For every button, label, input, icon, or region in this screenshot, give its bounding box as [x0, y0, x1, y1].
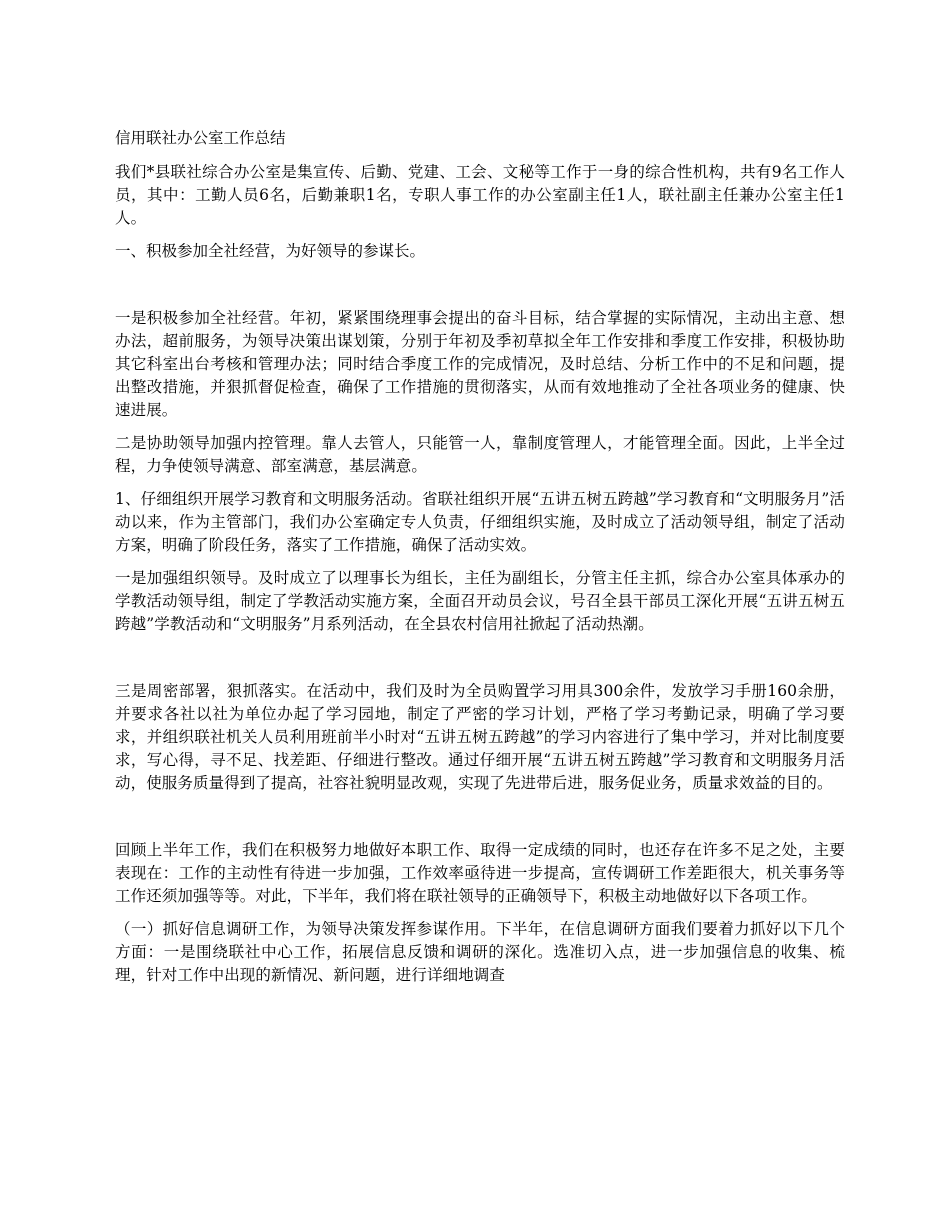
paragraph-plan-1: （一）抓好信息调研工作，为领导决策发挥参谋作用。下半年，在信息调研方面我们要着力抓好以下几个方面：一是围绕联社中心工作，拓展信息反馈和调研的深化。选准切入点，进一步加强信息的收集、梳理，针对工作中出现的新情况、新问题，进行详细地调查: [115, 920, 845, 984]
paragraph-organization: 一是加强组织领导。及时成立了以理事长为组长，主任为副组长，分管主任主抓，综合办公室具体承办的学教活动领导组，制定了学教活动实施方案，全面召开动员会议，号召全县干部员工深化开展“五讲五树五跨越”学教活动和“文明服务”月系列活动，在全县农村信用社掀起了活动热潮。: [115, 569, 845, 633]
paragraph-item-1: 一是积极参加全社经营。年初，紧紧围绕理事会提出的奋斗目标，结合掌握的实际情况，主动出主意、想办法，超前服务，为领导决策出谋划策，分别于年初及季初草拟全年工作安排和季度工作安排，积极协助其它科室出台考核和管理办法；同时结合季度工作的完成情况，及时总结、分析工作中的不足和问题，提出整改措施，并狠抓督促检查，确保了工作措施的贯彻落实，从而有效地推动了全社各项业务的健康、快速进展。: [115, 309, 845, 419]
paragraph-activity-1: 1、仔细组织开展学习教育和文明服务活动。省联社组织开展“五讲五树五跨越”学习教育和“文明服务月”活动以来，作为主管部门，我们办公室确定专人负责，仔细组织实施，及时成立了活动领导组，制定了活动方案，明确了阶段任务，落实了工作措施，确保了活动实效。: [115, 490, 845, 554]
paragraph-deployment: 三是周密部署，狠抓落实。在活动中，我们及时为全员购置学习用具300余件，发放学习手册160余册，并要求各社以社为单位办起了学习园地，制定了严密的学习计划，严格了学习考勤记录，明确了学习要求，并组织联社机关人员利用班前半小时对“五讲五树五跨越”的学习内容进行了集中学习，并对比制度要求，写心得，寻不足、找差距、仔细进行整改。通过仔细开展“五讲五树五跨越”学习教育和文明服务月活动，使服务质量得到了提高，社容社貌明显改观，实现了先进带后进，服务促业务，质量求效益的目的。: [115, 682, 845, 792]
document-page: [115, 127, 845, 997]
section-heading-1: 一、积极参加全社经营，为好领导的参谋长。: [115, 242, 426, 260]
paragraph-review: 回顾上半年工作，我们在积极努力地做好本职工作、取得一定成绩的同时，也还存在许多不足之处，主要表现在：工作的主动性有待进一步加强，工作效率亟待进一步提高，宣传调研工作差距很大，机关事务等工作还须加强等等。对此，下半年，我们将在联社领导的正确领导下，积极主动地做好以下各项工作。: [115, 841, 845, 905]
document-title: 信用联社办公室工作总结: [115, 129, 286, 147]
paragraph-item-2: 二是协助领导加强内控管理。靠人去管人，只能管一人，靠制度管理人，才能管理全面。因此，上半全过程，力争使领导满意、部室满意，基层满意。: [115, 434, 845, 475]
paragraph-intro: 我们*县联社综合办公室是集宣传、后勤、党建、工会、文秘等工作于一身的综合性机构，共有9名工作人员，其中：工勤人员6名，后勤兼职1名，专职人事工作的办公室副主任1人，联社副主任兼办公室主任1人。: [115, 163, 845, 227]
